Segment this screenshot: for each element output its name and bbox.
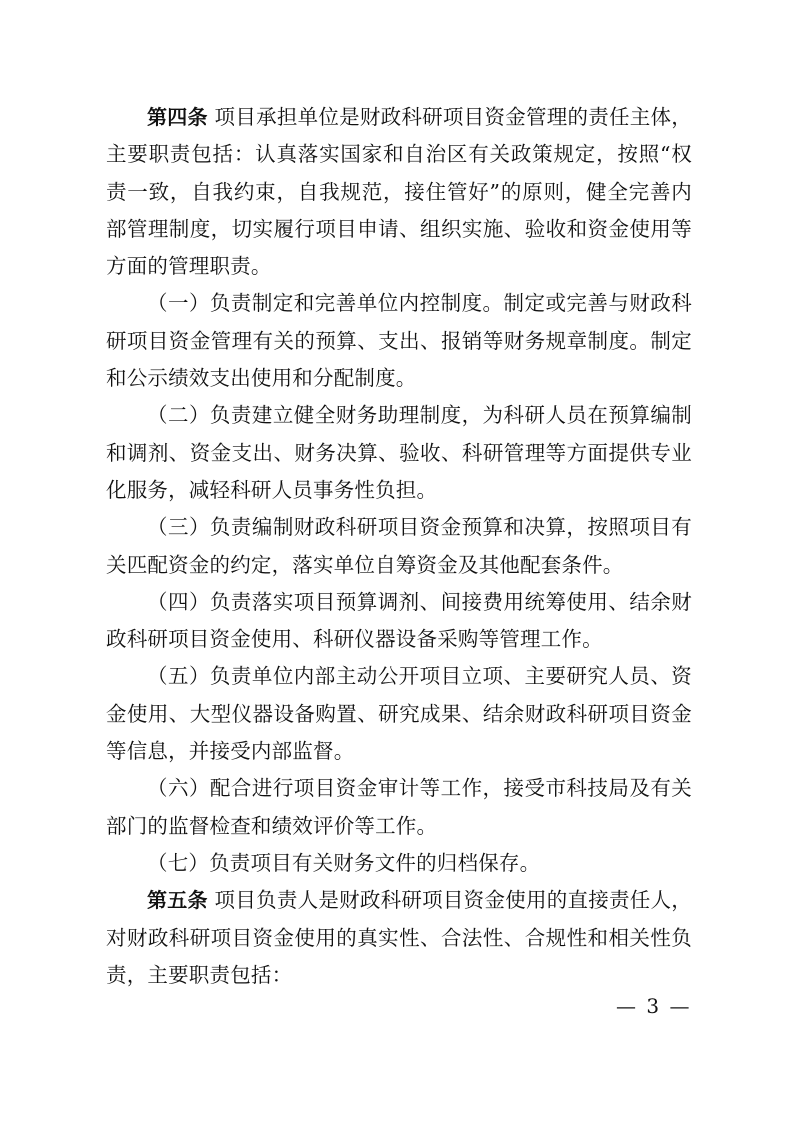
item-7-text: （七）负责项目有关财务文件的归档保存。 (147, 850, 541, 875)
article-5-label: 第五条 (147, 888, 208, 913)
paragraph-article-4 (106, 99, 692, 285)
paragraph-item-4 (106, 584, 692, 659)
paragraph-item-5 (106, 658, 692, 770)
paragraph-item-3 (106, 509, 692, 584)
paragraph-item-7 (106, 845, 692, 882)
paragraph-item-1 (106, 285, 692, 397)
item-1-text: （一）负责制定和完善单位内控制度。制定或完善与财政科研项目资金管理有关的预算、支出、报销等财务规章制度。制定和公示绩效支出使用和分配制度。 (106, 291, 692, 391)
page-number: — 3 — (616, 994, 692, 1018)
item-5-text: （五）负责单位内部主动公开项目立项、主要研究人员、资金使用、大型仪器设备购置、研究成果、结余财政科研项目资金等信息，并接受内部监督。 (106, 664, 692, 764)
item-3-text: （三）负责编制财政科研项目资金预算和决算，按照项目有关匹配资金的约定，落实单位自筹资金及其他配套条件。 (106, 515, 692, 577)
item-4-text: （四）负责落实项目预算调剂、间接费用统筹使用、结余财政科研项目资金使用、科研仪器设备采购等管理工作。 (106, 589, 692, 652)
document-body (106, 99, 692, 994)
paragraph-item-6 (106, 770, 692, 845)
item-6-text: （六）配合进行项目资金审计等工作，接受市科技局及有关部门的监督检查和绩效评价等工作。 (106, 776, 692, 838)
item-2-text: （二）负责建立健全财务助理制度，为科研人员在预算编制和调剂、资金支出、财务决算、验收、科研管理等方面提供专业化服务，减轻科研人员事务性负担。 (106, 403, 692, 502)
article-4-text: 项目承担单位是财政科研项目资金管理的责任主体，主要职责包括：认真落实国家和自治区有关政策规定，按照“权责一致，自我约束，自我规范，接住管好”的原则，健全完善内部管理制度，切实履行项目申请、组织实施、验收和资金使用等方面的管理职责。 (106, 105, 692, 279)
article-5-text: 项目负责人是财政科研项目资金使用的直接责任人，对财政科研项目资金使用的真实性、合法性、合规性和相关性负责，主要职责包括： (106, 888, 692, 987)
article-4-label: 第四条 (147, 105, 208, 129)
paragraph-item-2 (106, 397, 692, 509)
paragraph-article-5 (106, 882, 692, 994)
